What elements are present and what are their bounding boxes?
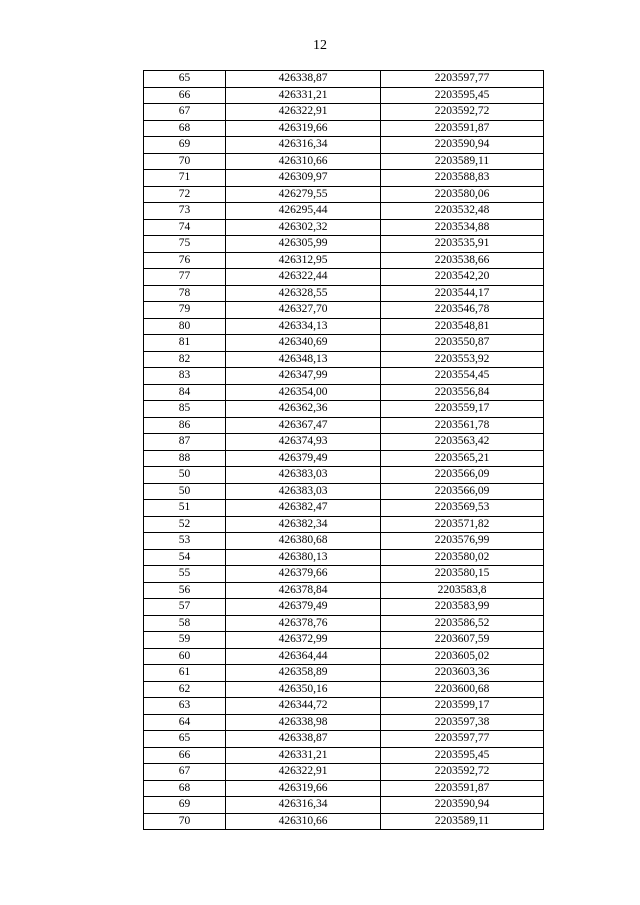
y-coordinate-cell: 2203591,87 <box>381 780 544 797</box>
table-row <box>144 236 544 253</box>
x-coordinate-cell: 426382,34 <box>226 516 381 533</box>
point-number-cell: 66 <box>144 87 226 104</box>
point-number-cell: 72 <box>144 186 226 203</box>
y-coordinate-cell: 2203544,17 <box>381 285 544 302</box>
point-number-cell: 83 <box>144 368 226 385</box>
table-row <box>144 615 544 632</box>
x-coordinate-cell: 426379,49 <box>226 599 381 616</box>
x-coordinate-cell: 426312,95 <box>226 252 381 269</box>
table-row <box>144 368 544 385</box>
y-coordinate-cell: 2203580,15 <box>381 566 544 583</box>
y-coordinate-cell: 2203532,48 <box>381 203 544 220</box>
point-number-cell: 52 <box>144 516 226 533</box>
x-coordinate-cell: 426322,91 <box>226 104 381 121</box>
x-coordinate-cell: 426380,68 <box>226 533 381 550</box>
table-row <box>144 516 544 533</box>
x-coordinate-cell: 426338,87 <box>226 731 381 748</box>
table-row <box>144 632 544 649</box>
table-row <box>144 566 544 583</box>
y-coordinate-cell: 2203576,99 <box>381 533 544 550</box>
point-number-cell: 54 <box>144 549 226 566</box>
y-coordinate-cell: 2203597,77 <box>381 71 544 88</box>
point-number-cell: 64 <box>144 714 226 731</box>
point-number-cell: 74 <box>144 219 226 236</box>
x-coordinate-cell: 426279,55 <box>226 186 381 203</box>
table-row <box>144 582 544 599</box>
point-number-cell: 65 <box>144 71 226 88</box>
point-number-cell: 66 <box>144 747 226 764</box>
x-coordinate-cell: 426338,98 <box>226 714 381 731</box>
point-number-cell: 69 <box>144 137 226 154</box>
y-coordinate-cell: 2203566,09 <box>381 483 544 500</box>
y-coordinate-cell: 2203580,06 <box>381 186 544 203</box>
point-number-cell: 50 <box>144 483 226 500</box>
x-coordinate-cell: 426310,66 <box>226 153 381 170</box>
y-coordinate-cell: 2203597,38 <box>381 714 544 731</box>
point-number-cell: 68 <box>144 780 226 797</box>
y-coordinate-cell: 2203583,99 <box>381 599 544 616</box>
point-number-cell: 75 <box>144 236 226 253</box>
table-row <box>144 813 544 830</box>
y-coordinate-cell: 2203590,94 <box>381 797 544 814</box>
point-number-cell: 80 <box>144 318 226 335</box>
x-coordinate-cell: 426354,00 <box>226 384 381 401</box>
y-coordinate-cell: 2203561,78 <box>381 417 544 434</box>
x-coordinate-cell: 426374,93 <box>226 434 381 451</box>
table-row <box>144 401 544 418</box>
x-coordinate-cell: 426372,99 <box>226 632 381 649</box>
y-coordinate-cell: 2203589,11 <box>381 153 544 170</box>
y-coordinate-cell: 2203599,17 <box>381 698 544 715</box>
y-coordinate-cell: 2203542,20 <box>381 269 544 286</box>
coordinates-table <box>143 70 544 830</box>
point-number-cell: 67 <box>144 104 226 121</box>
table-row <box>144 483 544 500</box>
table-row <box>144 764 544 781</box>
x-coordinate-cell: 426322,91 <box>226 764 381 781</box>
table-row <box>144 269 544 286</box>
y-coordinate-cell: 2203571,82 <box>381 516 544 533</box>
point-number-cell: 58 <box>144 615 226 632</box>
table-row <box>144 797 544 814</box>
point-number-cell: 59 <box>144 632 226 649</box>
x-coordinate-cell: 426379,66 <box>226 566 381 583</box>
x-coordinate-cell: 426316,34 <box>226 137 381 154</box>
point-number-cell: 76 <box>144 252 226 269</box>
x-coordinate-cell: 426302,32 <box>226 219 381 236</box>
table-row <box>144 219 544 236</box>
point-number-cell: 53 <box>144 533 226 550</box>
point-number-cell: 67 <box>144 764 226 781</box>
y-coordinate-cell: 2203556,84 <box>381 384 544 401</box>
point-number-cell: 88 <box>144 450 226 467</box>
y-coordinate-cell: 2203595,45 <box>381 87 544 104</box>
x-coordinate-cell: 426364,44 <box>226 648 381 665</box>
point-number-cell: 77 <box>144 269 226 286</box>
point-number-cell: 61 <box>144 665 226 682</box>
table-row <box>144 714 544 731</box>
x-coordinate-cell: 426310,66 <box>226 813 381 830</box>
table-row <box>144 351 544 368</box>
y-coordinate-cell: 2203589,11 <box>381 813 544 830</box>
point-number-cell: 55 <box>144 566 226 583</box>
point-number-cell: 79 <box>144 302 226 319</box>
x-coordinate-cell: 426378,84 <box>226 582 381 599</box>
y-coordinate-cell: 2203588,83 <box>381 170 544 187</box>
x-coordinate-cell: 426334,13 <box>226 318 381 335</box>
x-coordinate-cell: 426362,36 <box>226 401 381 418</box>
point-number-cell: 65 <box>144 731 226 748</box>
x-coordinate-cell: 426347,99 <box>226 368 381 385</box>
point-number-cell: 50 <box>144 467 226 484</box>
x-coordinate-cell: 426340,69 <box>226 335 381 352</box>
table-row <box>144 549 544 566</box>
x-coordinate-cell: 426358,89 <box>226 665 381 682</box>
x-coordinate-cell: 426316,34 <box>226 797 381 814</box>
x-coordinate-cell: 426348,13 <box>226 351 381 368</box>
y-coordinate-cell: 2203597,77 <box>381 731 544 748</box>
x-coordinate-cell: 426379,49 <box>226 450 381 467</box>
x-coordinate-cell: 426382,47 <box>226 500 381 517</box>
y-coordinate-cell: 2203535,91 <box>381 236 544 253</box>
y-coordinate-cell: 2203605,02 <box>381 648 544 665</box>
y-coordinate-cell: 2203603,36 <box>381 665 544 682</box>
table-row <box>144 104 544 121</box>
y-coordinate-cell: 2203566,09 <box>381 467 544 484</box>
table-row <box>144 87 544 104</box>
y-coordinate-cell: 2203583,8 <box>381 582 544 599</box>
table-row <box>144 186 544 203</box>
x-coordinate-cell: 426383,03 <box>226 483 381 500</box>
point-number-cell: 85 <box>144 401 226 418</box>
y-coordinate-cell: 2203553,92 <box>381 351 544 368</box>
point-number-cell: 71 <box>144 170 226 187</box>
point-number-cell: 73 <box>144 203 226 220</box>
point-number-cell: 63 <box>144 698 226 715</box>
point-number-cell: 87 <box>144 434 226 451</box>
table-row <box>144 137 544 154</box>
point-number-cell: 70 <box>144 153 226 170</box>
table-row <box>144 450 544 467</box>
x-coordinate-cell: 426319,66 <box>226 120 381 137</box>
table-row <box>144 434 544 451</box>
y-coordinate-cell: 2203595,45 <box>381 747 544 764</box>
page-number: 12 <box>313 38 327 53</box>
point-number-cell: 62 <box>144 681 226 698</box>
table-row <box>144 681 544 698</box>
coordinates-table-body <box>144 71 544 830</box>
x-coordinate-cell: 426295,44 <box>226 203 381 220</box>
x-coordinate-cell: 426322,44 <box>226 269 381 286</box>
table-row <box>144 731 544 748</box>
y-coordinate-cell: 2203554,45 <box>381 368 544 385</box>
table-row <box>144 467 544 484</box>
y-coordinate-cell: 2203559,17 <box>381 401 544 418</box>
table-row <box>144 417 544 434</box>
y-coordinate-cell: 2203565,21 <box>381 450 544 467</box>
table-row <box>144 780 544 797</box>
point-number-cell: 60 <box>144 648 226 665</box>
y-coordinate-cell: 2203607,59 <box>381 632 544 649</box>
x-coordinate-cell: 426380,13 <box>226 549 381 566</box>
x-coordinate-cell: 426309,97 <box>226 170 381 187</box>
point-number-cell: 82 <box>144 351 226 368</box>
table-row <box>144 698 544 715</box>
table-row <box>144 665 544 682</box>
y-coordinate-cell: 2203550,87 <box>381 335 544 352</box>
table-row <box>144 170 544 187</box>
table-row <box>144 318 544 335</box>
table-row <box>144 747 544 764</box>
table-row <box>144 120 544 137</box>
x-coordinate-cell: 426338,87 <box>226 71 381 88</box>
y-coordinate-cell: 2203548,81 <box>381 318 544 335</box>
y-coordinate-cell: 2203534,88 <box>381 219 544 236</box>
table-row <box>144 648 544 665</box>
y-coordinate-cell: 2203590,94 <box>381 137 544 154</box>
table-row <box>144 153 544 170</box>
x-coordinate-cell: 426331,21 <box>226 87 381 104</box>
table-row <box>144 71 544 88</box>
point-number-cell: 84 <box>144 384 226 401</box>
y-coordinate-cell: 2203592,72 <box>381 764 544 781</box>
table-row <box>144 285 544 302</box>
table-row <box>144 533 544 550</box>
point-number-cell: 68 <box>144 120 226 137</box>
table-row <box>144 252 544 269</box>
y-coordinate-cell: 2203563,42 <box>381 434 544 451</box>
point-number-cell: 51 <box>144 500 226 517</box>
point-number-cell: 86 <box>144 417 226 434</box>
point-number-cell: 56 <box>144 582 226 599</box>
point-number-cell: 69 <box>144 797 226 814</box>
y-coordinate-cell: 2203600,68 <box>381 681 544 698</box>
x-coordinate-cell: 426344,72 <box>226 698 381 715</box>
x-coordinate-cell: 426383,03 <box>226 467 381 484</box>
x-coordinate-cell: 426331,21 <box>226 747 381 764</box>
x-coordinate-cell: 426350,16 <box>226 681 381 698</box>
table-row <box>144 599 544 616</box>
x-coordinate-cell: 426305,99 <box>226 236 381 253</box>
table-row <box>144 302 544 319</box>
x-coordinate-cell: 426328,55 <box>226 285 381 302</box>
y-coordinate-cell: 2203569,53 <box>381 500 544 517</box>
point-number-cell: 81 <box>144 335 226 352</box>
table-row <box>144 335 544 352</box>
point-number-cell: 78 <box>144 285 226 302</box>
x-coordinate-cell: 426367,47 <box>226 417 381 434</box>
y-coordinate-cell: 2203538,66 <box>381 252 544 269</box>
table-row <box>144 203 544 220</box>
x-coordinate-cell: 426319,66 <box>226 780 381 797</box>
point-number-cell: 57 <box>144 599 226 616</box>
table-row <box>144 384 544 401</box>
x-coordinate-cell: 426378,76 <box>226 615 381 632</box>
y-coordinate-cell: 2203586,52 <box>381 615 544 632</box>
y-coordinate-cell: 2203580,02 <box>381 549 544 566</box>
y-coordinate-cell: 2203591,87 <box>381 120 544 137</box>
table-row <box>144 500 544 517</box>
y-coordinate-cell: 2203592,72 <box>381 104 544 121</box>
point-number-cell: 70 <box>144 813 226 830</box>
x-coordinate-cell: 426327,70 <box>226 302 381 319</box>
y-coordinate-cell: 2203546,78 <box>381 302 544 319</box>
